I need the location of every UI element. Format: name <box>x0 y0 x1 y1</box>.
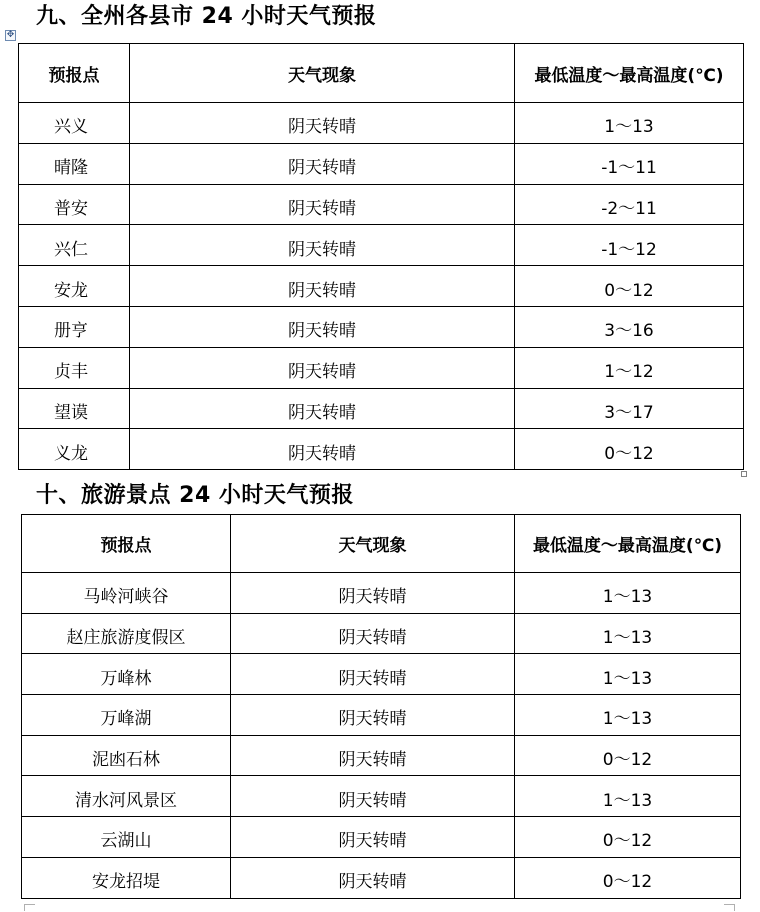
cell-weather: 阴天转晴 <box>130 184 515 225</box>
cell-location: 晴隆 <box>19 143 130 184</box>
table-row <box>22 776 741 817</box>
cell-weather: 阴天转晴 <box>231 654 515 695</box>
cell-weather: 阴天转晴 <box>130 429 515 470</box>
cell-temperature: 0～12 <box>515 266 744 307</box>
cell-temperature: 1～13 <box>515 654 741 695</box>
header-location: 预报点 <box>19 44 130 103</box>
table-row <box>22 695 741 736</box>
header-weather: 天气现象 <box>231 515 515 573</box>
table-row <box>19 429 744 470</box>
table-header-row <box>19 44 744 103</box>
table-move-handle-icon[interactable]: ✥ <box>6 30 15 40</box>
cell-weather: 阴天转晴 <box>231 695 515 736</box>
section-9-title: 九、全州各县市 24 小时天气预报 <box>36 4 377 29</box>
cell-location: 望谟 <box>19 388 130 429</box>
cell-temperature: -1～11 <box>515 143 744 184</box>
cell-location: 义龙 <box>19 429 130 470</box>
cell-weather: 阴天转晴 <box>231 613 515 654</box>
cell-weather: 阴天转晴 <box>130 388 515 429</box>
cell-location: 清水河风景区 <box>22 776 231 817</box>
cell-weather: 阴天转晴 <box>231 573 515 614</box>
cell-weather: 阴天转晴 <box>130 103 515 144</box>
cell-temperature: 0～12 <box>515 735 741 776</box>
page-corner-mark <box>724 904 735 911</box>
table-row <box>19 347 744 388</box>
cell-temperature: 1～12 <box>515 347 744 388</box>
cell-location: 万峰湖 <box>22 695 231 736</box>
header-temperature: 最低温度～最高温度(℃) <box>515 44 744 103</box>
table-row <box>22 817 741 858</box>
cell-weather: 阴天转晴 <box>231 735 515 776</box>
cell-temperature: 0～12 <box>515 429 744 470</box>
table-row <box>19 103 744 144</box>
table-row <box>19 225 744 266</box>
table-row <box>22 573 741 614</box>
cell-temperature: -1～12 <box>515 225 744 266</box>
cell-location: 马岭河峡谷 <box>22 573 231 614</box>
table-row <box>19 184 744 225</box>
cell-location: 云湖山 <box>22 817 231 858</box>
cell-location: 册亨 <box>19 306 130 347</box>
cell-weather: 阴天转晴 <box>231 817 515 858</box>
cell-location: 泥凼石林 <box>22 735 231 776</box>
table-header-row <box>22 515 741 573</box>
page-corner-mark <box>24 904 35 911</box>
table-row <box>22 857 741 898</box>
cell-temperature: 3～17 <box>515 388 744 429</box>
cell-weather: 阴天转晴 <box>130 306 515 347</box>
table-row <box>19 388 744 429</box>
cell-location: 兴仁 <box>19 225 130 266</box>
header-weather: 天气现象 <box>130 44 515 103</box>
cell-temperature: 3～16 <box>515 306 744 347</box>
cell-temperature: 1～13 <box>515 695 741 736</box>
table-resize-handle-icon[interactable] <box>741 471 747 477</box>
county-forecast-table <box>18 43 744 470</box>
cell-weather: 阴天转晴 <box>130 143 515 184</box>
header-location: 预报点 <box>22 515 231 573</box>
cell-temperature: 1～13 <box>515 776 741 817</box>
cell-temperature: 1～13 <box>515 103 744 144</box>
table-row <box>22 735 741 776</box>
cell-location: 万峰林 <box>22 654 231 695</box>
cell-location: 普安 <box>19 184 130 225</box>
cell-location: 赵庄旅游度假区 <box>22 613 231 654</box>
header-temperature: 最低温度～最高温度(℃) <box>515 515 741 573</box>
table-row <box>19 143 744 184</box>
table-row <box>22 613 741 654</box>
cell-weather: 阴天转晴 <box>231 857 515 898</box>
cell-weather: 阴天转晴 <box>231 776 515 817</box>
cell-location: 安龙招堤 <box>22 857 231 898</box>
cell-temperature: 0～12 <box>515 817 741 858</box>
table-row <box>22 654 741 695</box>
scenic-spot-forecast-table <box>21 514 741 899</box>
cell-temperature: 0～12 <box>515 857 741 898</box>
table-row <box>19 266 744 307</box>
cell-temperature: 1～13 <box>515 573 741 614</box>
table-row <box>19 306 744 347</box>
cell-location: 安龙 <box>19 266 130 307</box>
cell-weather: 阴天转晴 <box>130 266 515 307</box>
cell-location: 贞丰 <box>19 347 130 388</box>
section-10-title: 十、旅游景点 24 小时天气预报 <box>36 483 354 508</box>
cell-location: 兴义 <box>19 103 130 144</box>
cell-weather: 阴天转晴 <box>130 225 515 266</box>
cell-weather: 阴天转晴 <box>130 347 515 388</box>
cell-temperature: 1～13 <box>515 613 741 654</box>
cell-temperature: -2～11 <box>515 184 744 225</box>
